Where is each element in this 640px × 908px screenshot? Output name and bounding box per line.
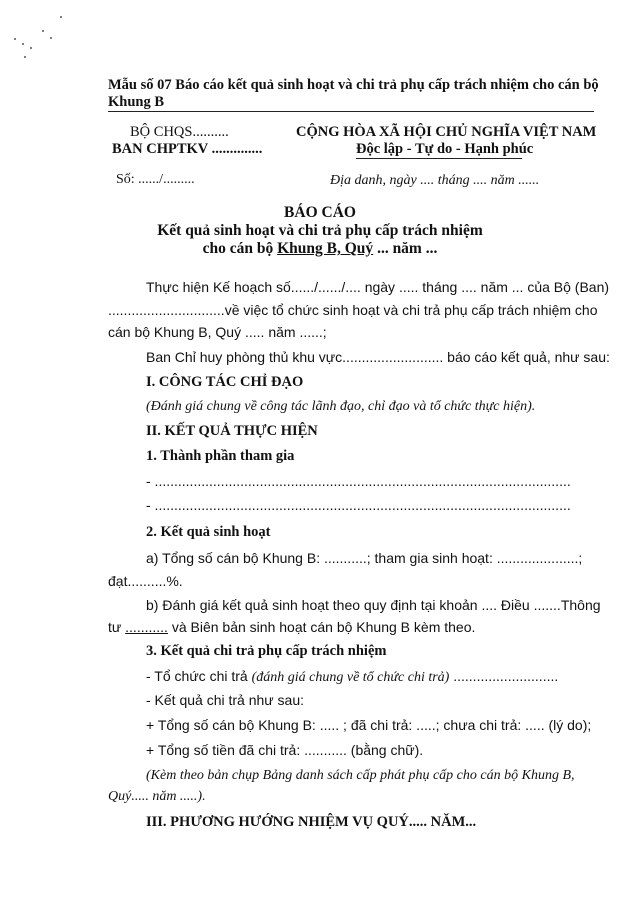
section1-heading: I. CÔNG TÁC CHỈ ĐẠO bbox=[146, 374, 304, 390]
subtitle-prefix: cho cán bộ bbox=[202, 240, 278, 257]
result-b-line2 bbox=[108, 619, 475, 635]
payment-line4: + Tổng số tiền đã chi trả: ........... (bằng chữ). bbox=[146, 742, 424, 758]
form-header-line1: Mẫu số 07 Báo cáo kết quả sinh hoạt và chi trả phụ cấp trách nhiệm cho cán bộ bbox=[108, 77, 599, 93]
agency-line2: BAN CHPTKV .............. bbox=[112, 141, 263, 157]
result-a-line2: đạt..........%. bbox=[108, 573, 183, 589]
report-subtitle-line1: Kết quả sinh hoạt và chi trả phụ cấp trách nhiệm bbox=[157, 222, 483, 239]
intro-line2: ..............................về việc tổ chức sinh hoạt và chi trả phụ cấp trách nhiệm cho bbox=[108, 302, 598, 318]
national-motto: Độc lập - Tự do - Hạnh phúc bbox=[356, 141, 534, 157]
attachment-note-line1: (Kèm theo bản chụp Bảng danh sách cấp phát phụ cấp cho cán bộ Khung B, bbox=[146, 768, 575, 783]
participant-line1: - ........................................................................................................... bbox=[146, 473, 571, 489]
intro-line1: Thực hiện Kế hoạch số....../....../.... ngày ..... tháng .... năm ... của Bộ (Ban) bbox=[146, 279, 610, 295]
result-b-prefix: tư bbox=[108, 619, 126, 635]
result-b-suffix: và Biên bản sinh hoạt cán bộ Khung B kèm theo. bbox=[167, 619, 476, 635]
motto-underline bbox=[356, 158, 522, 159]
subsection3-heading: 3. Kết quả chi trả phụ cấp trách nhiệm bbox=[146, 643, 387, 659]
report-title: BÁO CÁO bbox=[284, 204, 356, 221]
header-rule bbox=[108, 111, 594, 112]
payment-line1 bbox=[146, 668, 558, 686]
participant-line2: - ........................................................................................................... bbox=[146, 497, 571, 513]
subtitle-suffix: ... năm ... bbox=[373, 240, 438, 257]
intro-line4: Ban Chỉ huy phòng thủ khu vực.......................... báo cáo kết quả, như sau: bbox=[146, 349, 610, 365]
subsection2-heading: 2. Kết quả sinh hoạt bbox=[146, 524, 271, 540]
result-b-line1: b) Đánh giá kết quả sinh hoạt theo quy định tại khoản .... Điều .......Thông bbox=[146, 597, 601, 613]
section1-note: (Đánh giá chung về công tác lãnh đạo, chỉ đạo và tổ chức thực hiện). bbox=[146, 399, 536, 414]
payment-line1-prefix: - Tổ chức chi trả bbox=[146, 668, 252, 684]
intro-line3: cán bộ Khung B, Quý ..... năm ......; bbox=[108, 324, 327, 340]
section2-heading: II. KẾT QUẢ THỰC HIỆN bbox=[146, 423, 318, 439]
payment-line1-italic: (đánh giá chung về tổ chức chi trả) bbox=[251, 670, 450, 685]
form-header-line2: Khung B bbox=[108, 94, 165, 110]
payment-line2: - Kết quả chi trả như sau: bbox=[146, 692, 305, 708]
result-b-underlined: ........... bbox=[125, 619, 168, 635]
report-subtitle-line2 bbox=[0, 240, 640, 258]
payment-line3: + Tổng số cán bộ Khung B: ..... ; đã chi trả: .....; chưa chi trả: ..... (lý do); bbox=[146, 717, 592, 733]
attachment-note-line2: Quý..... năm .....). bbox=[108, 789, 206, 804]
place-date: Địa danh, ngày .... tháng .... năm ...... bbox=[330, 173, 540, 188]
result-a-line1: a) Tổng số cán bộ Khung B: ...........; tham gia sinh hoạt: .....................; bbox=[146, 550, 583, 566]
section3-heading: III. PHƯƠNG HƯỚNG NHIỆM VỤ QUÝ..... NĂM... bbox=[146, 814, 477, 830]
subtitle-underlined: Khung B, Quý bbox=[277, 240, 374, 257]
payment-line1-suffix: ........................... bbox=[449, 668, 559, 684]
agency-line1: BỘ CHQS.......... bbox=[130, 124, 229, 140]
national-title: CỘNG HÒA XÃ HỘI CHỦ NGHĨA VIỆT NAM bbox=[296, 124, 597, 140]
document-number: Số: ....../......... bbox=[116, 172, 195, 187]
subsection1-heading: 1. Thành phần tham gia bbox=[146, 448, 295, 464]
